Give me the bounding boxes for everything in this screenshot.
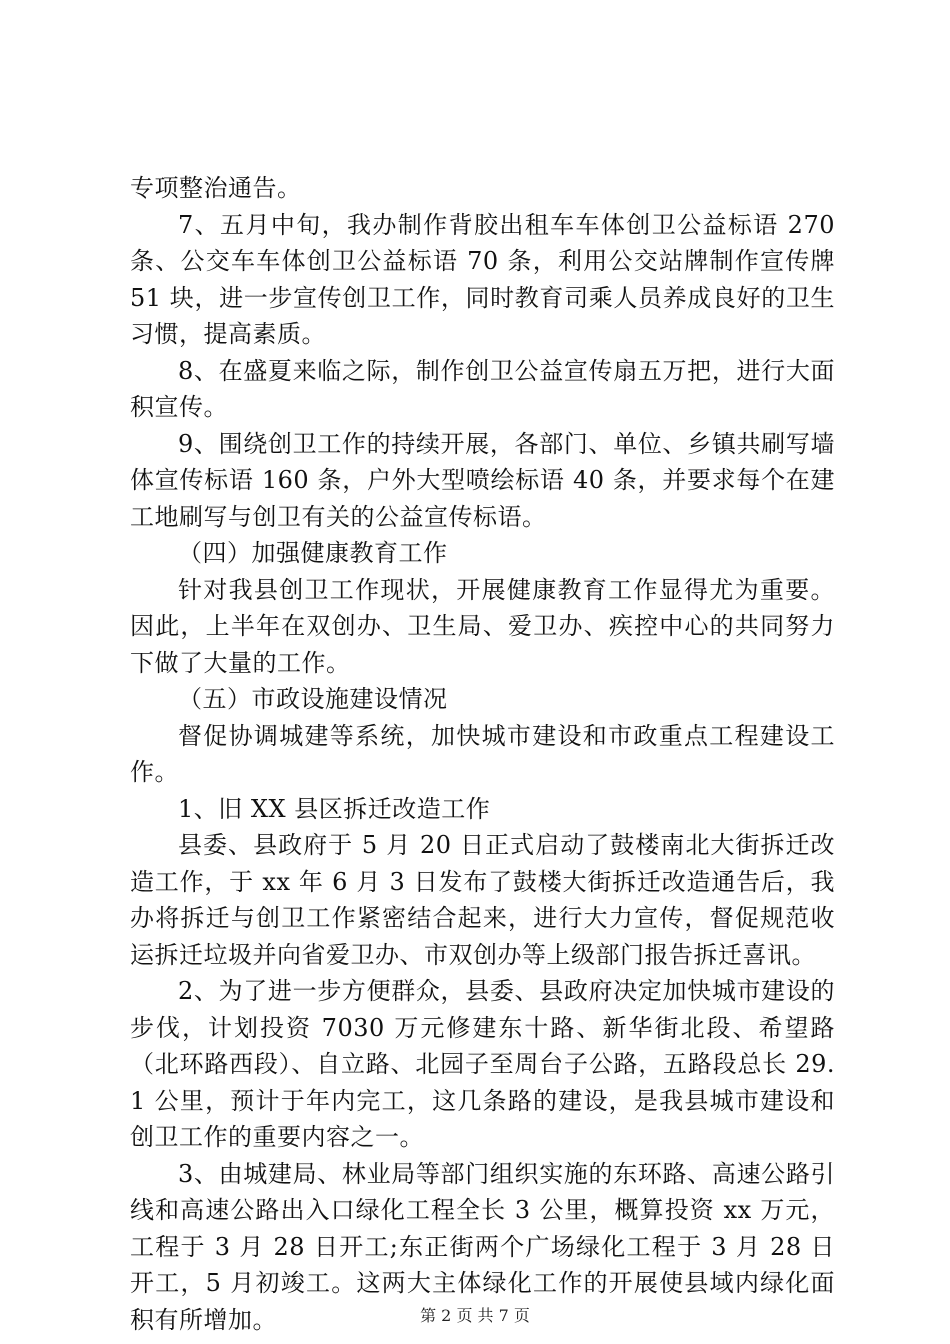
paragraph-item-9: 9、围绕创卫工作的持续开展，各部门、单位、乡镇共刷写墙体宣传标语 160 条，户外大型喷绘标语 40 条，并要求每个在建工地刷写与创卫有关的公益宣传标语。 bbox=[130, 429, 835, 531]
paragraph-demolition: 县委、县政府于 5 月 20 日正式启动了鼓楼南北大街拆迁改造工作，于 xx 年 6 月 3 日发布了鼓楼大街拆迁改造通告后，我办将拆迁与创卫工作紧密结合起来，进行大力宣传，督促规范收运拆迁垃圾并向省爱卫办、市双创办等上级部门报告拆迁喜讯。 bbox=[130, 831, 835, 969]
section-heading-4: （四）加强健康教育工作 bbox=[178, 539, 448, 567]
subsection-heading-1: 1、旧 XX 县区拆迁改造工作 bbox=[178, 794, 491, 823]
paragraph-item-7: 7、五月中旬，我办制作背胶出租车车体创卫公益标语 270 条、公交车车体创卫公益标语 70 条，利用公交站牌制作宣传牌 51 块，进一步宣传创卫工作，同时教育司乘人员养成良好的卫生习惯，提高素质。 bbox=[130, 210, 835, 348]
paragraph-item-8: 8、在盛夏来临之际，制作创卫公益宣传扇五万把，进行大面积宣传。 bbox=[130, 356, 835, 421]
paragraph-item-3-greening: 3、由城建局、林业局等部门组织实施的东环路、高速公路引线和高速公路出入口绿化工程全长 3 公里，概算投资 xx 万元，工程于 3 月 28 日开工;东正街两个广场绿化工程于 3 月 28 日开工，5 月初竣工。这两大主体绿化工作的开展使县域内绿化面积有所增加。 bbox=[130, 1159, 835, 1334]
paragraph-municipal-intro: 督促协调城建等系统，加快城市建设和市政重点工程建设工作。 bbox=[130, 721, 835, 786]
paragraph-item-2-roads: 2、为了进一步方便群众，县委、县政府决定加快城市建设的步伐，计划投资 7030 万元修建东十路、新华街北段、希望路（北环路西段）、自立路、北园子至周台子公路，五路段总长 29.1 公里，预计于年内完工，这几条路的建设，是我县城市建设和创卫工作的重要内容之一。 bbox=[130, 977, 835, 1151]
section-heading-5: （五）市政设施建设情况 bbox=[178, 685, 448, 713]
page-footer: 第 2 页 共 7 页 bbox=[420, 1306, 530, 1325]
paragraph-continuation: 专项整治通告。 bbox=[130, 174, 302, 202]
paragraph-health-education: 针对我县创卫工作现状，开展健康教育工作显得尤为重要。因此，上半年在双创办、卫生局、爱卫办、疾控中心的共同努力下做了大量的工作。 bbox=[130, 575, 835, 677]
document-body bbox=[130, 170, 835, 1338]
